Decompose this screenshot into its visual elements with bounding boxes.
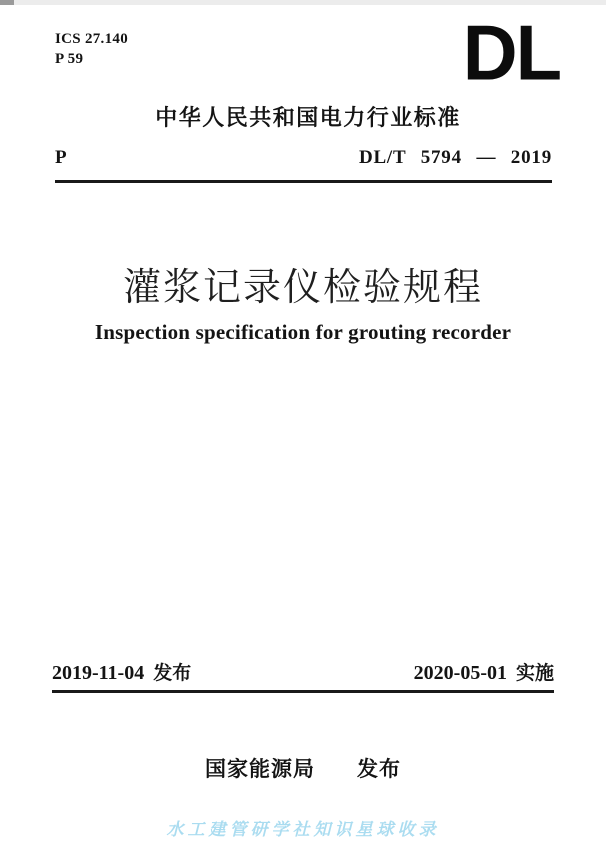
- header-rule: [55, 180, 552, 183]
- watermark-text: 水工建管研学社知识星球收录: [166, 820, 440, 839]
- dates-row: [52, 658, 554, 685]
- doc-class-code: P 59: [55, 50, 84, 67]
- standard-number-row: [55, 147, 552, 169]
- classification-codes: [55, 30, 128, 69]
- issue-date: 2019-11-04: [52, 662, 145, 684]
- document-title-english: Inspection specification for grouting recorder: [94, 320, 512, 344]
- publisher-name: 国家能源局: [205, 758, 315, 781]
- standard-number: DL/T 5794 — 2019: [358, 147, 552, 168]
- publisher-label: 发布: [357, 758, 401, 781]
- implementation-date-group: [414, 658, 554, 685]
- implementation-date: 2020-05-01: [413, 662, 507, 684]
- dl-standard-logo: DL: [462, 10, 560, 97]
- category-letter: P: [55, 147, 67, 168]
- standard-type-heading: 中华人民共和国电力行业标准: [155, 105, 461, 130]
- issue-date-group: [52, 658, 191, 685]
- implementation-label: 实施: [515, 663, 554, 684]
- ics-code: ICS 27.140: [55, 31, 129, 47]
- scan-corner-mark: [0, 0, 14, 5]
- publisher-row: [0, 753, 606, 783]
- footer-rule: [52, 690, 554, 693]
- scan-edge-artifact: [0, 0, 606, 5]
- document-title-chinese: 灌浆记录仪检验规程: [122, 267, 483, 309]
- issue-label: 发布: [153, 663, 192, 684]
